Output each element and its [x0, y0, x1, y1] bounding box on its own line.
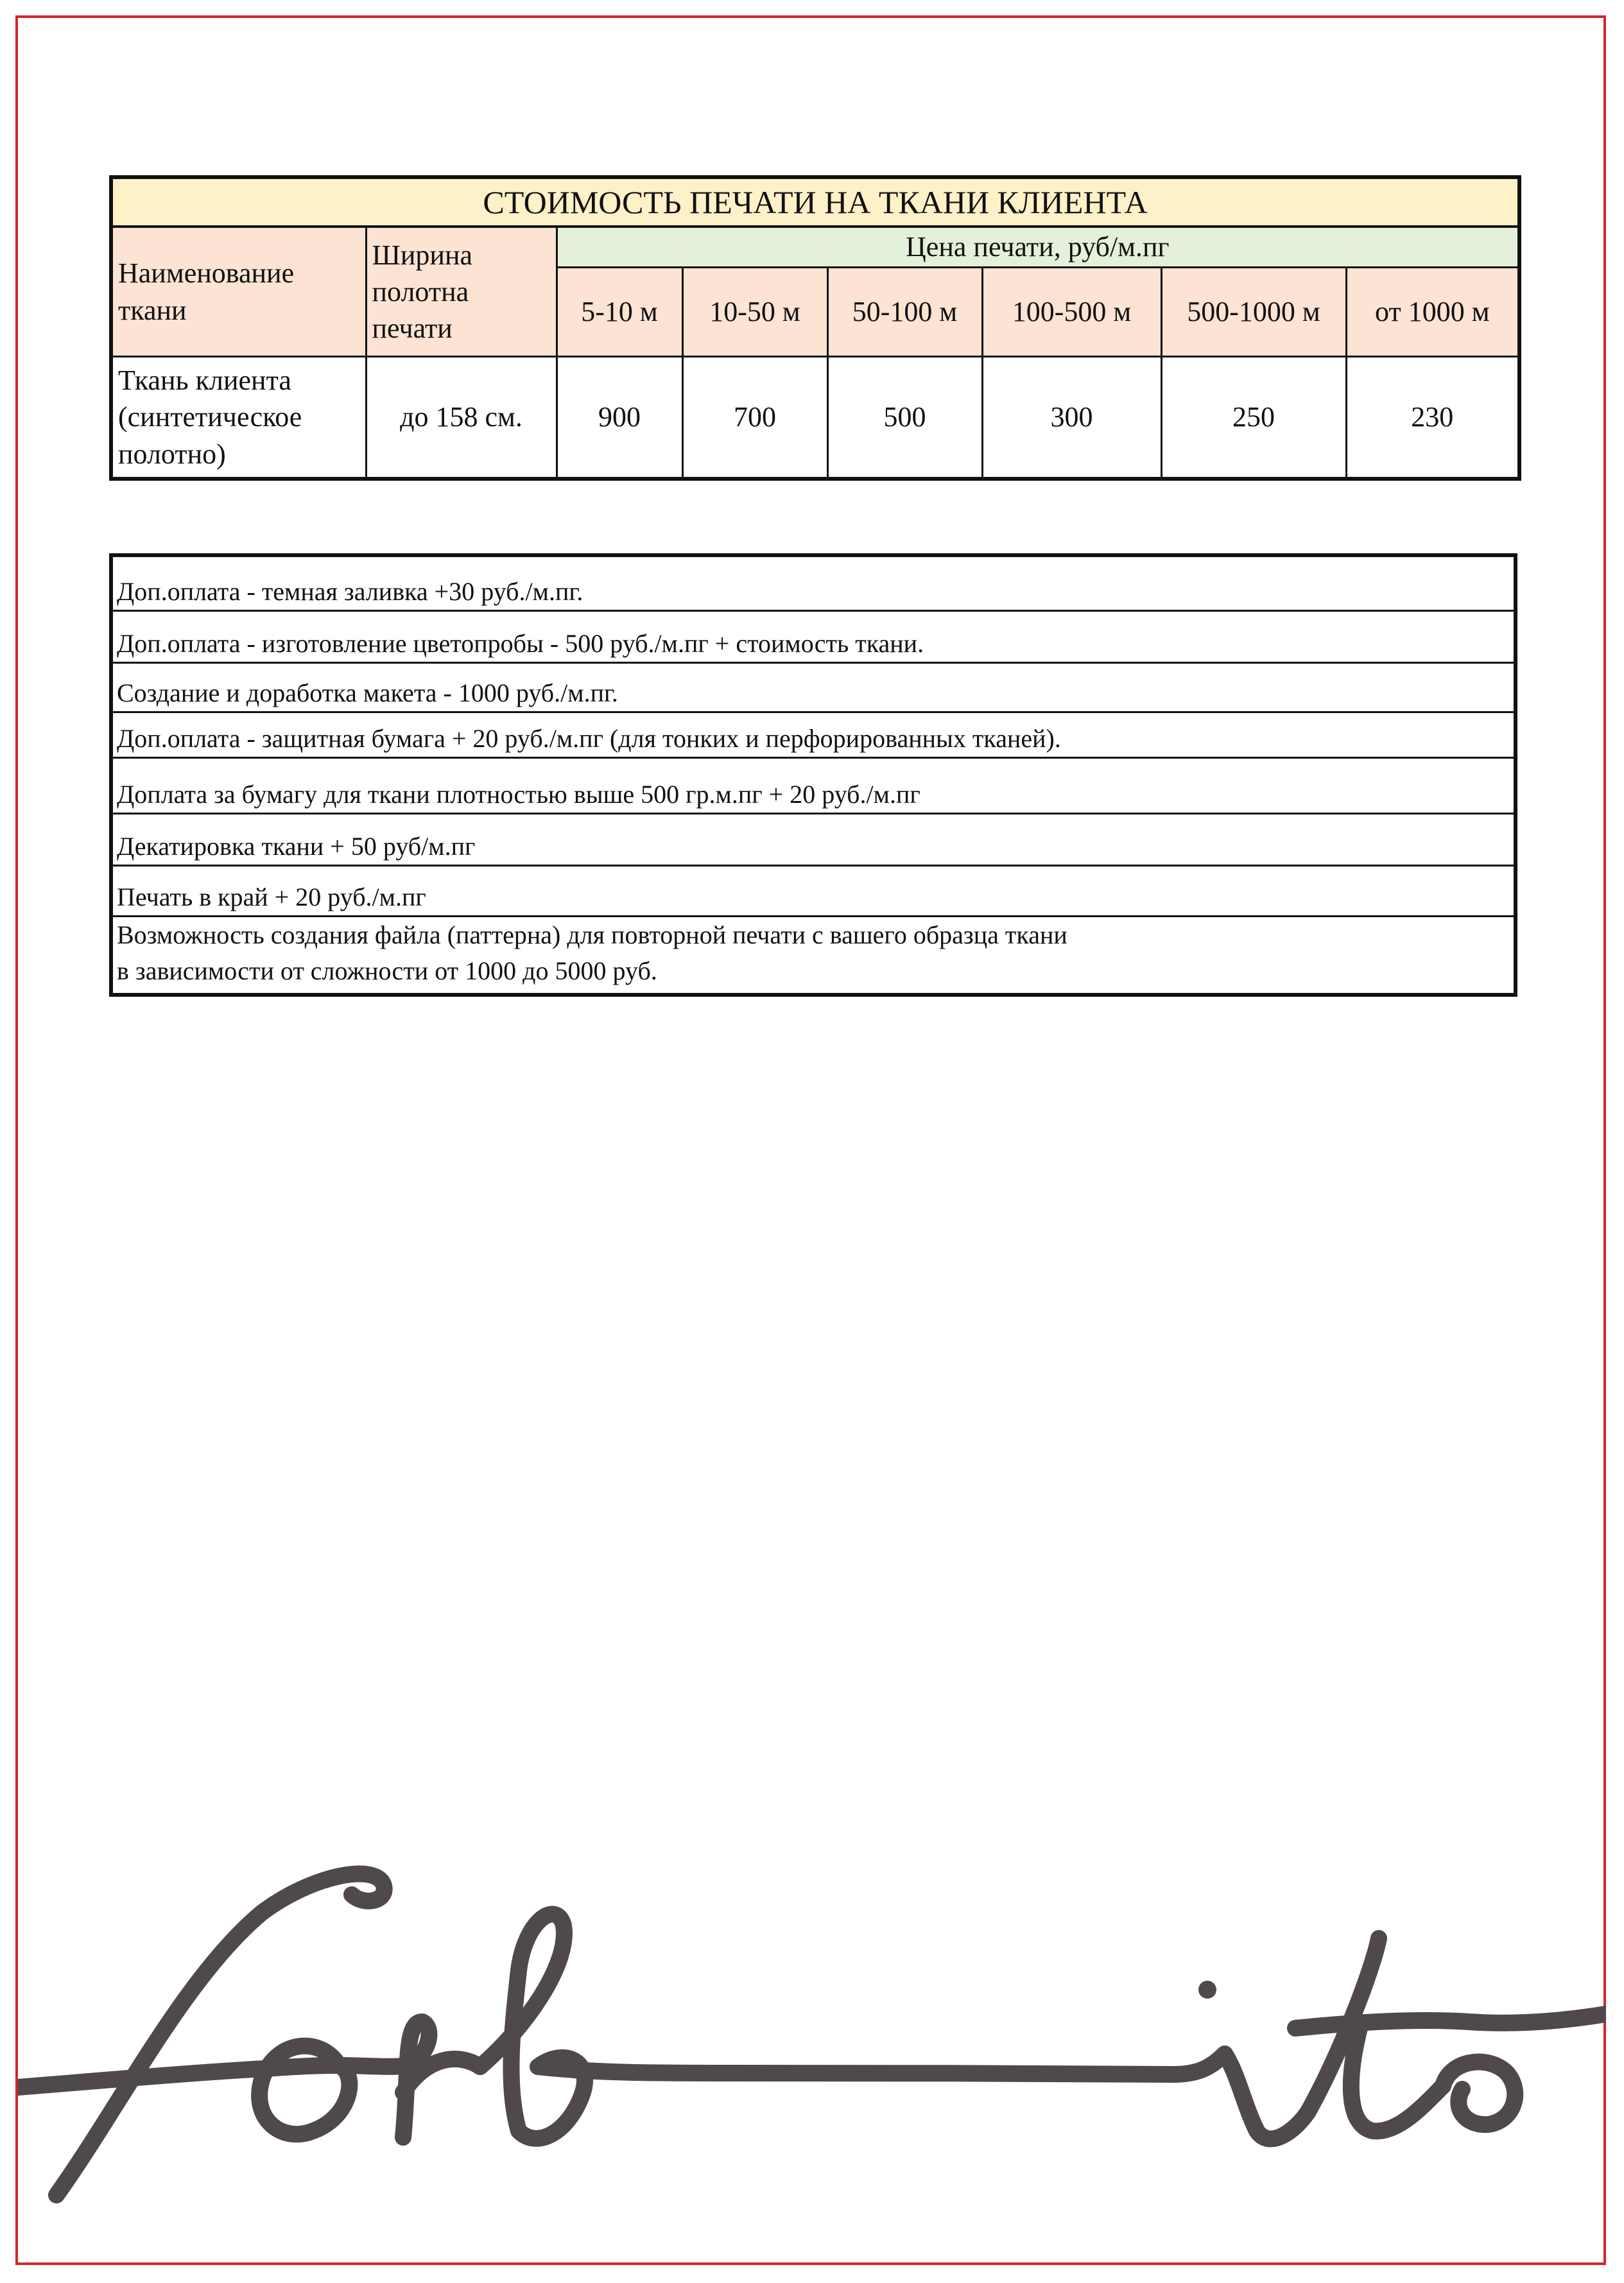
logo-connector — [724, 2054, 1225, 2074]
table-row — [111, 357, 1519, 479]
extra-item: Создание и доработка макета - 1000 руб./м.пг. — [111, 663, 1516, 712]
header-print-width: Ширина полотна печати — [366, 227, 557, 357]
price-table-title: СТОИМОСТЬ ПЕЧАТИ НА ТКАНИ КЛИЕНТА — [111, 177, 1519, 227]
header-fabric-name: Наименование ткани — [111, 227, 366, 357]
price-cell: 230 — [1346, 357, 1519, 479]
extra-item: Доп.оплата - защитная бумага + 20 руб./м.пг (для тонких и перфорированных тканей). — [111, 712, 1516, 758]
logo-letter-t-tail — [1351, 2028, 1443, 2131]
range-header: 100-500 м — [982, 268, 1161, 357]
logo-dot-i — [1198, 1981, 1216, 1999]
price-cell: 250 — [1161, 357, 1346, 479]
logo-letter-b — [480, 1914, 724, 2138]
logo-letter-f — [56, 1874, 384, 2195]
range-header: 5-10 м — [557, 268, 682, 357]
range-header: 50-100 м — [827, 268, 982, 357]
extra-item-pattern — [111, 917, 1516, 995]
header-print-price: Цена печати, руб/м.пг — [557, 227, 1519, 268]
extra-item: Печать в край + 20 руб./м.пг — [111, 866, 1516, 917]
extra-pattern-line-1: Возможность создания файла (паттерна) для повторной печати с вашего образца ткани — [117, 920, 1067, 949]
logo-letter-i — [1225, 2054, 1308, 2139]
forbito-logo — [18, 1861, 1606, 2221]
price-cell: 500 — [827, 357, 982, 479]
extra-pattern-line-2: в зависимости от сложности от 1000 до 5000 руб. — [117, 956, 657, 985]
fabric-name-cell: Ткань клиента (синтетическое полотно) — [111, 357, 366, 479]
logo-letter-r — [403, 2022, 480, 2137]
range-header: 500-1000 м — [1161, 268, 1346, 357]
extra-item: Доплата за бумагу для ткани плотностью выше 500 гр.м.пг + 20 руб./м.пг — [111, 758, 1516, 814]
extras-table — [109, 553, 1517, 997]
logo-letter-o-final — [1443, 2062, 1515, 2125]
range-header: 10-50 м — [682, 268, 827, 357]
price-table — [109, 175, 1521, 481]
price-cell: 300 — [982, 357, 1161, 479]
extra-item: Доп.оплата - темная заливка +30 руб./м.пг. — [111, 555, 1516, 611]
price-cell: 900 — [557, 357, 682, 479]
logo-baseline-stroke — [18, 2065, 339, 2087]
logo-letter-o — [259, 2046, 410, 2135]
extra-item: Доп.оплата - изготовление цветопробы - 500 руб./м.пг + стоимость ткани. — [111, 611, 1516, 663]
range-header: от 1000 м — [1346, 268, 1519, 357]
print-width-cell: до 158 см. — [366, 357, 557, 479]
extra-item: Декатировка ткани + 50 руб/м.пг — [111, 814, 1516, 866]
price-cell: 700 — [682, 357, 827, 479]
